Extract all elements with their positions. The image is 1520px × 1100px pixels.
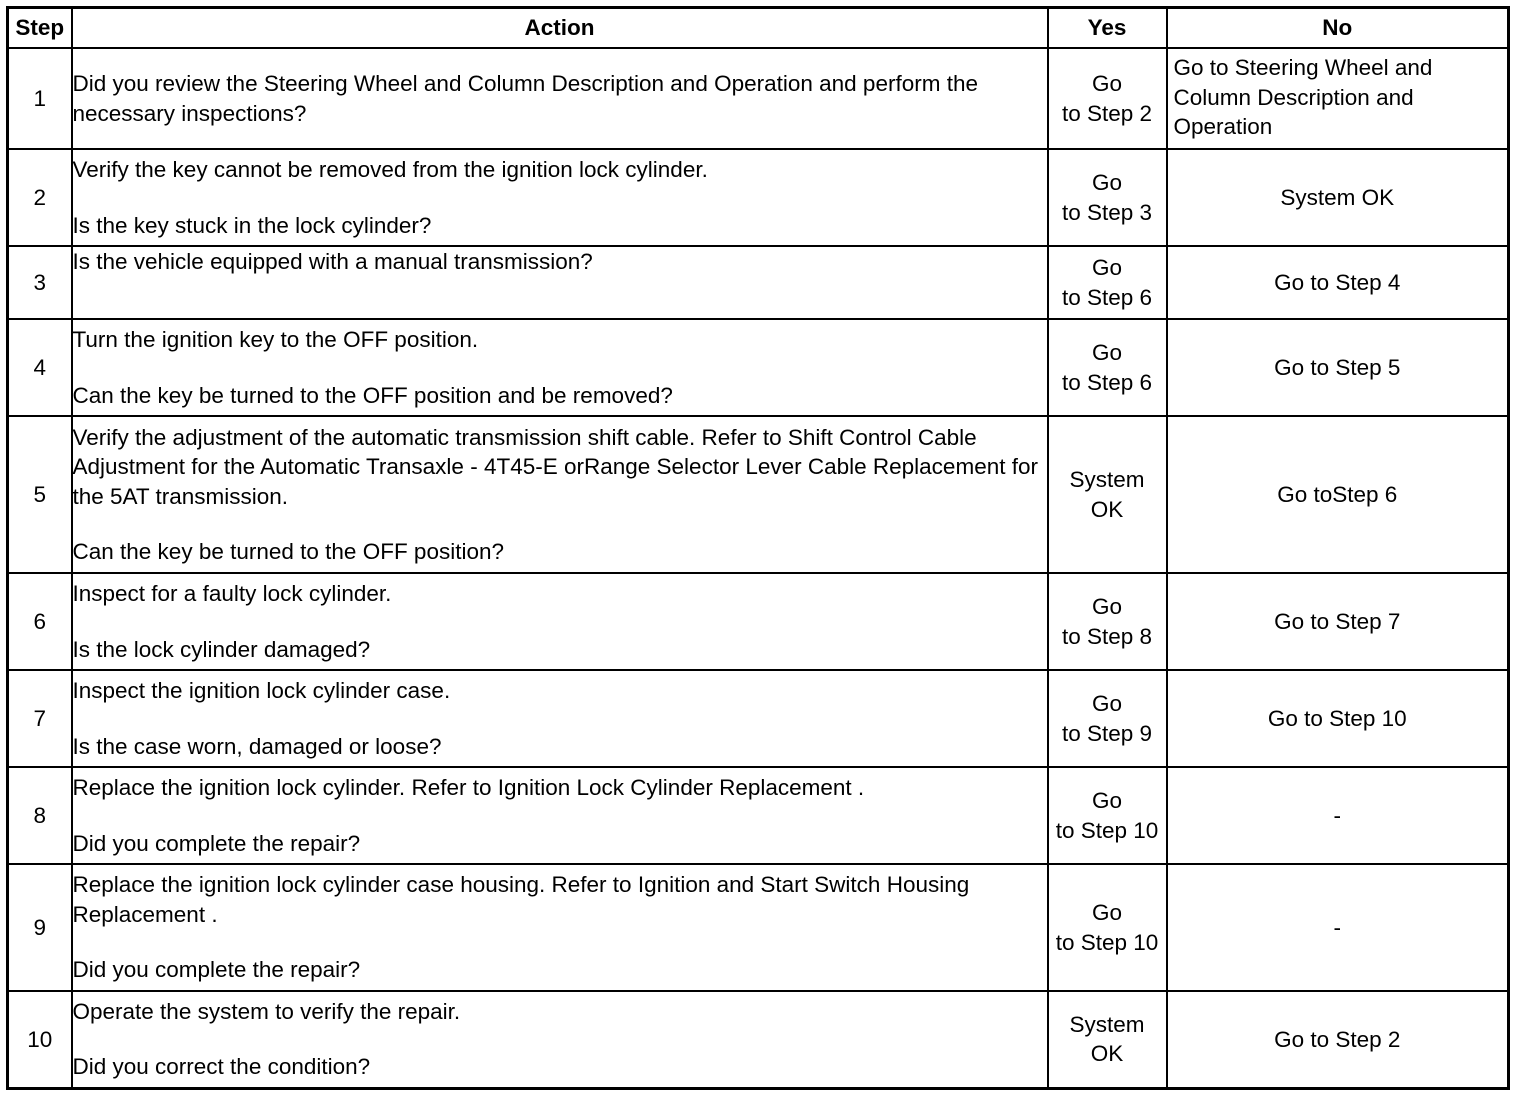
header-row — [8, 8, 1509, 49]
table-row — [8, 767, 1509, 864]
step-number: 9 — [8, 864, 72, 991]
diagnostic-table — [6, 6, 1510, 1090]
action-cell — [72, 416, 1048, 573]
yes-line: Go — [1091, 594, 1122, 619]
yes-line: to Step 10 — [1055, 817, 1159, 843]
yes-line: to Step 8 — [1061, 623, 1153, 649]
header-yes: Yes — [1048, 8, 1167, 49]
yes-line: System — [1069, 467, 1145, 492]
action-cell — [72, 48, 1048, 149]
no-text: System OK — [1280, 184, 1395, 210]
no-text: Go to Step 7 — [1274, 608, 1401, 634]
no-cell — [1167, 48, 1509, 149]
yes-line: Go — [1091, 340, 1122, 365]
no-text: Go toStep 6 — [1277, 481, 1398, 507]
no-cell — [1167, 767, 1509, 864]
action-question: Can the key be turned to the OFF position? — [72, 539, 504, 564]
table-row — [8, 48, 1509, 149]
no-cell — [1167, 246, 1509, 319]
yes-line: OK — [1090, 496, 1124, 522]
action-question: Is the lock cylinder damaged? — [72, 636, 371, 662]
yes-cell — [1048, 246, 1167, 319]
action-question: Can the key be turned to the OFF position and be removed? — [72, 382, 673, 408]
yes-line: Go — [1091, 71, 1122, 96]
yes-cell — [1048, 991, 1167, 1088]
yes-line: to Step 6 — [1061, 284, 1153, 310]
table-row — [8, 319, 1509, 416]
table-row — [8, 864, 1509, 991]
action-question: Did you complete the repair? — [72, 830, 361, 856]
yes-line: to Step 2 — [1061, 100, 1153, 126]
step-number: 4 — [8, 319, 72, 416]
no-text: - — [1333, 914, 1341, 940]
action-question: Is the vehicle equipped with a manual transmission? — [72, 249, 593, 274]
table-row — [8, 149, 1509, 246]
no-text: Go to Steering Wheel and Column Description and Operation — [1173, 55, 1433, 139]
yes-line: to Step 10 — [1055, 929, 1159, 955]
no-text: Go to Step 5 — [1274, 354, 1401, 380]
action-cell — [72, 767, 1048, 864]
action-text: Inspect the ignition lock cylinder case. — [72, 678, 451, 703]
no-text: Go to Step 4 — [1274, 269, 1401, 295]
action-text: Replace the ignition lock cylinder case housing. Refer to Ignition and Start Switch Housing Replacement . — [72, 872, 970, 927]
action-cell — [72, 991, 1048, 1088]
header-step: Step — [8, 8, 72, 49]
action-text: Did you review the Steering Wheel and Column Description and Operation and perform the necessary inspections? — [72, 71, 978, 126]
step-number: 2 — [8, 149, 72, 246]
action-cell — [72, 670, 1048, 767]
yes-line: to Step 3 — [1061, 199, 1153, 225]
no-text: Go to Step 10 — [1267, 705, 1407, 731]
no-cell — [1167, 991, 1509, 1088]
action-question: Is the key stuck in the lock cylinder? — [72, 212, 432, 238]
step-number: 10 — [8, 991, 72, 1088]
table-row — [8, 573, 1509, 670]
yes-line: to Step 9 — [1061, 720, 1153, 746]
step-number: 1 — [8, 48, 72, 149]
action-question: Is the case worn, damaged or loose? — [72, 733, 442, 759]
action-cell — [72, 864, 1048, 991]
yes-line: to Step 6 — [1061, 369, 1153, 395]
yes-cell — [1048, 767, 1167, 864]
yes-cell — [1048, 416, 1167, 573]
action-cell — [72, 246, 1048, 319]
action-cell — [72, 573, 1048, 670]
no-cell — [1167, 416, 1509, 573]
yes-cell — [1048, 573, 1167, 670]
yes-line: System — [1069, 1011, 1145, 1037]
header-no: No — [1167, 8, 1509, 49]
action-question: Did you correct the condition? — [72, 1054, 371, 1080]
header-action: Action — [72, 8, 1048, 49]
action-text: Verify the adjustment of the automatic transmission shift cable. Refer to Shift Control Cable Adjustment for the Automatic Transaxle - 4T45-E orRange Selector Lever Cable Replacement for the 5AT transmission. — [72, 424, 1038, 509]
no-cell — [1167, 319, 1509, 416]
no-cell — [1167, 670, 1509, 767]
step-number: 5 — [8, 416, 72, 573]
yes-cell — [1048, 319, 1167, 416]
action-text: Operate the system to verify the repair. — [72, 998, 461, 1024]
action-text: Turn the ignition key to the OFF position. — [72, 327, 479, 352]
action-question: Did you complete the repair? — [72, 957, 361, 983]
action-text: Inspect for a faulty lock cylinder. — [72, 581, 392, 606]
step-number: 3 — [8, 246, 72, 319]
yes-cell — [1048, 864, 1167, 991]
table-row — [8, 246, 1509, 319]
yes-line: Go — [1091, 788, 1122, 813]
yes-line: Go — [1091, 900, 1122, 925]
step-number: 6 — [8, 573, 72, 670]
yes-cell — [1048, 48, 1167, 149]
action-cell — [72, 149, 1048, 246]
yes-cell — [1048, 670, 1167, 767]
no-cell — [1167, 149, 1509, 246]
no-text: - — [1333, 802, 1341, 828]
table-row — [8, 416, 1509, 573]
action-cell — [72, 319, 1048, 416]
no-text: Go to Step 2 — [1274, 1026, 1401, 1052]
no-cell — [1167, 864, 1509, 991]
no-cell — [1167, 573, 1509, 670]
step-number: 8 — [8, 767, 72, 864]
yes-line: Go — [1091, 255, 1122, 280]
step-number: 7 — [8, 670, 72, 767]
yes-line: Go — [1091, 170, 1122, 195]
action-text: Replace the ignition lock cylinder. Refer to Ignition Lock Cylinder Replacement . — [72, 775, 865, 800]
yes-line: Go — [1091, 691, 1122, 716]
table-row — [8, 670, 1509, 767]
table-row — [8, 991, 1509, 1088]
yes-cell — [1048, 149, 1167, 246]
action-text: Verify the key cannot be removed from the ignition lock cylinder. — [72, 157, 708, 182]
yes-line: OK — [1090, 1041, 1124, 1067]
